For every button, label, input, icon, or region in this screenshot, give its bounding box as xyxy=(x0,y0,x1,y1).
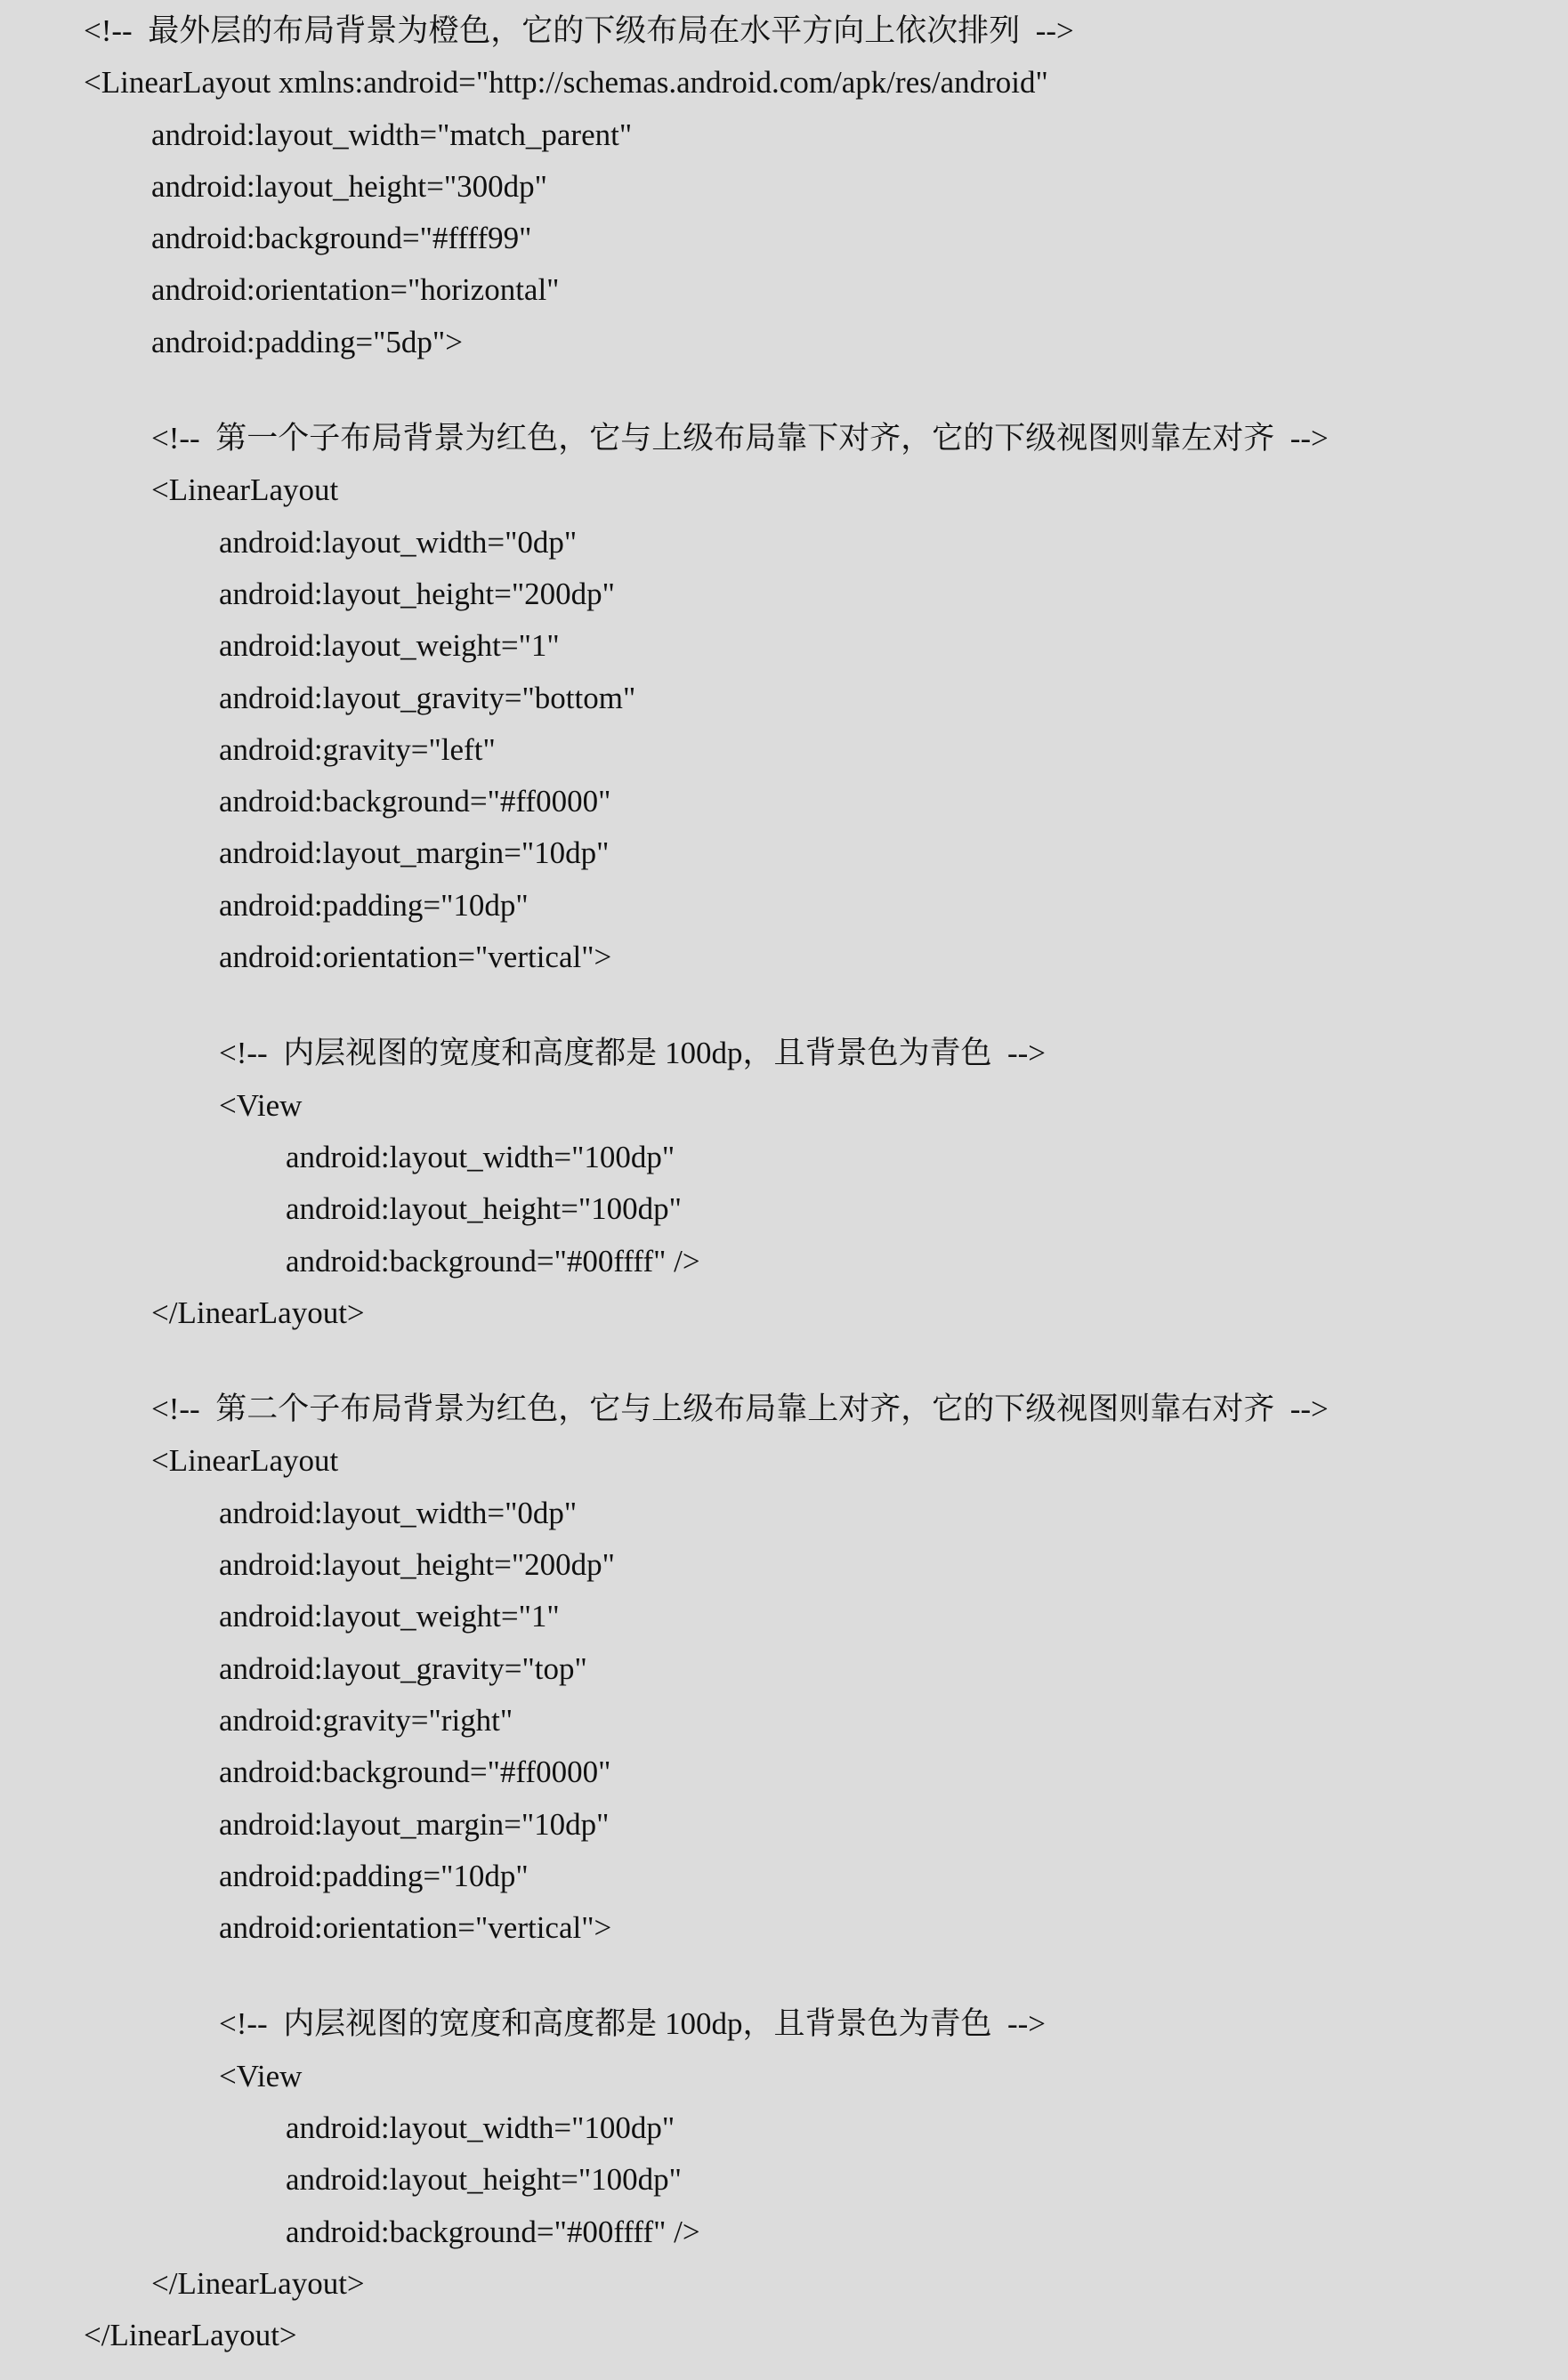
blank-line xyxy=(0,983,1568,1028)
code-line: android:orientation="vertical"> xyxy=(219,940,612,975)
code-line: <View xyxy=(219,2058,303,2094)
code-line: android:layout_height="100dp" xyxy=(286,1191,682,1227)
code-line: android:layout_width="0dp" xyxy=(219,524,578,560)
code-line: android:background="#00ffff" /> xyxy=(286,1243,700,1279)
code-line: android:background="#ffff99" xyxy=(151,221,532,256)
code-line: </LinearLayout> xyxy=(151,1295,365,1330)
code-line: <!-- 第一个子布局背景为红色，它与上级布局靠下对齐，它的下级视图则靠左对齐 --> xyxy=(151,421,1329,456)
code-line: <!-- 第二个子布局背景为红色，它与上级布局靠上对齐，它的下级视图则靠右对齐 --> xyxy=(151,1392,1329,1427)
code-line: android:background="#ff0000" xyxy=(219,784,611,819)
code-line: <!-- 最外层的布局背景为橙色，它的下级布局在水平方向上依次排列 --> xyxy=(84,13,1074,48)
code-line: android:orientation="vertical"> xyxy=(219,1910,612,1946)
code-line: android:layout_width="match_parent" xyxy=(151,117,633,152)
code-line: android:layout_width="100dp" xyxy=(286,1139,675,1174)
code-line: android:gravity="left" xyxy=(219,731,496,767)
blank-line xyxy=(0,1339,1568,1384)
code-line: </LinearLayout> xyxy=(84,2318,297,2353)
code-line: android:padding="10dp" xyxy=(219,887,529,923)
code-line: <!-- 内层视图的宽度和高度都是 100dp，且背景色为青色 --> xyxy=(219,1036,1047,1071)
code-line: android:background="#00ffff" /> xyxy=(286,2214,700,2249)
code-line: android:layout_height="200dp" xyxy=(219,1547,615,1583)
code-line: android:padding="10dp" xyxy=(219,1858,529,1893)
code-line: android:layout_weight="1" xyxy=(219,1599,560,1634)
code-line: <!-- 内层视图的宽度和高度都是 100dp，且背景色为青色 --> xyxy=(219,2006,1047,2042)
blank-line xyxy=(0,368,1568,413)
code-line: android:background="#ff0000" xyxy=(219,1755,611,1790)
code-line: android:layout_gravity="top" xyxy=(219,1650,587,1686)
code-line: android:padding="5dp"> xyxy=(151,324,463,359)
code-line: android:layout_width="0dp" xyxy=(219,1495,578,1530)
code-line: android:layout_weight="1" xyxy=(219,628,560,664)
code-line: android:layout_margin="10dp" xyxy=(219,1806,610,1842)
code-line: android:layout_gravity="bottom" xyxy=(219,680,636,715)
code-line: </LinearLayout> xyxy=(151,2265,365,2301)
blank-line xyxy=(0,1954,1568,1998)
code-line: <View xyxy=(219,1087,303,1123)
code-line: <LinearLayout xyxy=(151,472,339,508)
code-line: android:layout_height="300dp" xyxy=(151,168,547,204)
code-line: <LinearLayout xmlns:android="http://schemas.android.com/apk/res/android" xyxy=(84,65,1048,101)
code-line: android:layout_height="100dp" xyxy=(286,2162,682,2198)
code-line: android:layout_margin="10dp" xyxy=(219,835,610,871)
code-line: android:layout_height="200dp" xyxy=(219,576,615,611)
code-line: android:orientation="horizontal" xyxy=(151,272,560,308)
code-line: android:layout_width="100dp" xyxy=(286,2110,675,2145)
code-line: <LinearLayout xyxy=(151,1443,339,1479)
code-line: android:gravity="right" xyxy=(219,1702,513,1738)
